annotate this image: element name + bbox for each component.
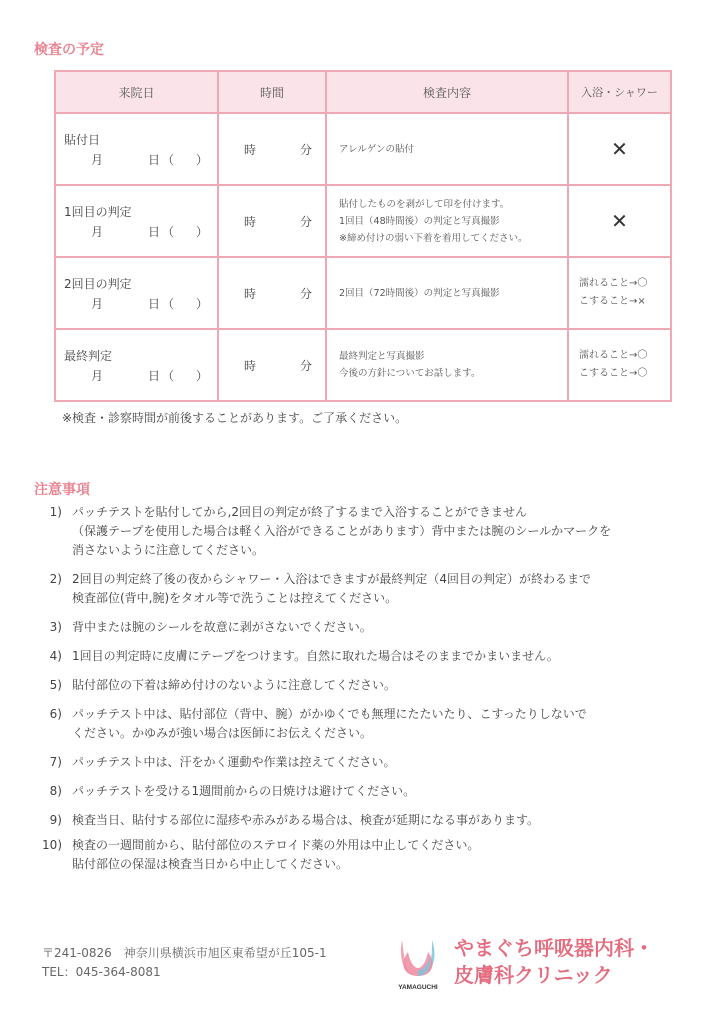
schedule-table bbox=[54, 70, 672, 402]
note-number: 8) bbox=[49, 784, 62, 798]
note-item bbox=[34, 647, 694, 666]
minute-label: 分 bbox=[299, 286, 312, 301]
hour-label: 時 bbox=[244, 214, 257, 229]
bath-line: ✕ bbox=[611, 209, 628, 233]
hour-label: 時 bbox=[244, 142, 257, 157]
schedule-row bbox=[55, 113, 671, 185]
weekday-close: ） bbox=[196, 296, 209, 311]
bath-line: 濡れること→〇 bbox=[579, 278, 648, 289]
note-body bbox=[72, 836, 694, 874]
exam-line: 最終判定と写真撮影 bbox=[339, 351, 425, 362]
logo-text: YAMAGUCHI bbox=[398, 984, 438, 991]
clinic-name-line1: やまぐち呼吸器内科・ bbox=[454, 936, 654, 960]
day-label: 日 bbox=[148, 152, 161, 167]
note-body bbox=[72, 782, 694, 801]
weekday-close: ） bbox=[196, 224, 209, 239]
weekday-close: ） bbox=[196, 152, 209, 167]
visit-date-cell bbox=[55, 185, 218, 257]
weekday-open: （ bbox=[162, 152, 175, 167]
note-body bbox=[72, 705, 694, 743]
month-day-line bbox=[64, 223, 217, 240]
month-label: 月 bbox=[91, 368, 104, 383]
note-line: パッチテスト中は、貼付部位（背中、腕）がかゆくでも無理にたたいたり、こすったりしないで bbox=[72, 707, 587, 721]
note-number: 6) bbox=[49, 707, 62, 721]
note-line: パッチテスト中は、汗をかく運動や作業は控えてください。 bbox=[72, 755, 396, 769]
note-body bbox=[72, 618, 694, 637]
clinic-logo bbox=[392, 932, 444, 992]
note-body bbox=[72, 647, 694, 666]
note-line: パッチテストを受ける1週間前からの日焼けは避けてください。 bbox=[72, 784, 416, 798]
clinic-address-block bbox=[42, 944, 327, 982]
visit-label: 貼付日 bbox=[64, 132, 101, 147]
note-item bbox=[34, 705, 694, 743]
note-item bbox=[34, 753, 694, 772]
visit-date-cell bbox=[55, 257, 218, 329]
note-body bbox=[72, 570, 694, 608]
visit-date-cell bbox=[55, 113, 218, 185]
header-time: 時間 bbox=[218, 71, 326, 113]
bath-shower-cell bbox=[568, 113, 671, 185]
time-cell bbox=[218, 113, 326, 185]
weekday-open: （ bbox=[162, 296, 175, 311]
day-label: 日 bbox=[148, 296, 161, 311]
header-bath-shower: 入浴・シャワー bbox=[568, 71, 671, 113]
clinic-address: 〒241-0826 神奈川県横浜市旭区東希望が丘105-1 bbox=[42, 946, 327, 960]
notes-title: 注意事項 bbox=[34, 482, 90, 498]
schedule-row bbox=[55, 329, 671, 401]
bath-line: ✕ bbox=[611, 137, 628, 161]
note-item bbox=[34, 811, 694, 830]
note-line: ください。かゆみが強い場合は医師にお伝えください。 bbox=[72, 726, 373, 740]
exam-line: 2回目（72時間後）の判定と写真撮影 bbox=[339, 287, 500, 299]
month-day-line bbox=[64, 151, 217, 168]
hour-label: 時 bbox=[244, 286, 257, 301]
bath-line: こすること→〇 bbox=[579, 368, 648, 379]
visit-date-cell bbox=[55, 329, 218, 401]
note-line: 背中または腕のシールを故意に剥がさないでください。 bbox=[72, 620, 372, 634]
exam-content-cell bbox=[326, 113, 568, 185]
note-item bbox=[34, 676, 694, 695]
note-number: 10) bbox=[42, 838, 62, 852]
header-exam-content: 検査内容 bbox=[326, 71, 568, 113]
time-cell bbox=[218, 329, 326, 401]
clinic-tel: TEL：045-364-8081 bbox=[42, 965, 161, 979]
note-number: 9) bbox=[49, 813, 62, 827]
schedule-body bbox=[55, 113, 671, 401]
note-number: 1) bbox=[49, 505, 62, 519]
note-line: 貼付部位の保湿は検査当日から中止してください。 bbox=[72, 857, 349, 871]
time-cell bbox=[218, 257, 326, 329]
day-label: 日 bbox=[148, 224, 161, 239]
note-number: 5) bbox=[49, 678, 62, 692]
note-line: 検査部位(背中,腕)をタオル等で洗うことは控えてください。 bbox=[72, 591, 398, 605]
notes-list bbox=[34, 503, 694, 874]
note-item bbox=[34, 782, 694, 801]
clinic-name-line2: 皮膚科クリニック bbox=[454, 963, 613, 987]
exam-content-cell bbox=[326, 185, 568, 257]
hour-label: 時 bbox=[244, 358, 257, 373]
visit-label: 2回目の判定 bbox=[64, 276, 132, 291]
header-visit-date: 来院日 bbox=[55, 71, 218, 113]
month-label: 月 bbox=[91, 296, 104, 311]
note-item bbox=[34, 836, 694, 874]
visit-label: 1回目の判定 bbox=[64, 204, 132, 219]
note-line: （保護テープを使用した場合は軽く入浴ができることがあります）背中または腕のシールかマークを bbox=[72, 524, 612, 538]
weekday-open: （ bbox=[162, 224, 175, 239]
day-label: 日 bbox=[148, 368, 161, 383]
schedule-title: 検査の予定 bbox=[34, 42, 104, 58]
note-item bbox=[34, 570, 694, 608]
note-number: 7) bbox=[49, 755, 62, 769]
clinic-name bbox=[454, 935, 654, 989]
exam-content-cell bbox=[326, 257, 568, 329]
note-body bbox=[72, 753, 694, 772]
schedule-row bbox=[55, 257, 671, 329]
schedule-header-row bbox=[55, 71, 671, 113]
note-body bbox=[72, 676, 694, 695]
minute-label: 分 bbox=[299, 214, 312, 229]
exam-line: 1回目（48時間後）の判定と写真撮影 bbox=[339, 215, 500, 227]
note-line: パッチテストを貼付してから,2回目の判定が終了するまで入浴することができません bbox=[72, 505, 527, 519]
note-line: 検査の一週間前から、貼付部位のステロイド薬の外用は中止してください。 bbox=[72, 838, 480, 852]
bath-shower-cell bbox=[568, 185, 671, 257]
note-body bbox=[72, 811, 694, 830]
note-number: 4) bbox=[49, 649, 62, 663]
exam-content-cell bbox=[326, 329, 568, 401]
exam-line: 今後の方針についてお話します。 bbox=[339, 368, 481, 379]
bath-line: こすること→× bbox=[579, 296, 646, 307]
note-line: 検査当日、貼付する部位に湿疹や赤みがある場合は、検査が延期になる事があります。 bbox=[72, 813, 540, 827]
exam-line: ※締め付けの弱い下着を着用してください。 bbox=[339, 232, 528, 244]
exam-line: アレルゲンの貼付 bbox=[339, 143, 415, 155]
note-line: 貼付部位の下着は締め付けのないように注意してください。 bbox=[72, 678, 397, 692]
schedule-row bbox=[55, 185, 671, 257]
weekday-close: ） bbox=[196, 368, 209, 383]
note-line: 2回目の判定終了後の夜からシャワー・入浴はできますが最終判定（4回目の判定）が終わるまで bbox=[72, 572, 592, 586]
bath-shower-cell bbox=[568, 329, 671, 401]
note-number: 2) bbox=[49, 572, 62, 586]
month-day-line bbox=[64, 367, 217, 384]
minute-label: 分 bbox=[299, 142, 312, 157]
note-item bbox=[34, 503, 694, 560]
month-label: 月 bbox=[91, 152, 104, 167]
schedule-footnote: ※検査・診察時間が前後することがあります。ご了承ください。 bbox=[62, 411, 408, 425]
month-label: 月 bbox=[91, 224, 104, 239]
exam-line: 貼付したものを剥がして印を付けます。 bbox=[339, 198, 510, 210]
weekday-open: （ bbox=[162, 368, 175, 383]
minute-label: 分 bbox=[299, 358, 312, 373]
note-item bbox=[34, 618, 694, 637]
note-line: 消さないように注意してください。 bbox=[72, 543, 265, 557]
note-number: 3) bbox=[49, 620, 62, 634]
bath-shower-cell bbox=[568, 257, 671, 329]
month-day-line bbox=[64, 295, 217, 312]
note-body bbox=[72, 503, 694, 560]
time-cell bbox=[218, 185, 326, 257]
visit-label: 最終判定 bbox=[64, 348, 113, 363]
note-line: 1回目の判定時に皮膚にテープをつけます。自然に取れた場合はそのままでかまいません。 bbox=[72, 649, 559, 663]
bath-line: 濡れること→〇 bbox=[579, 350, 648, 361]
